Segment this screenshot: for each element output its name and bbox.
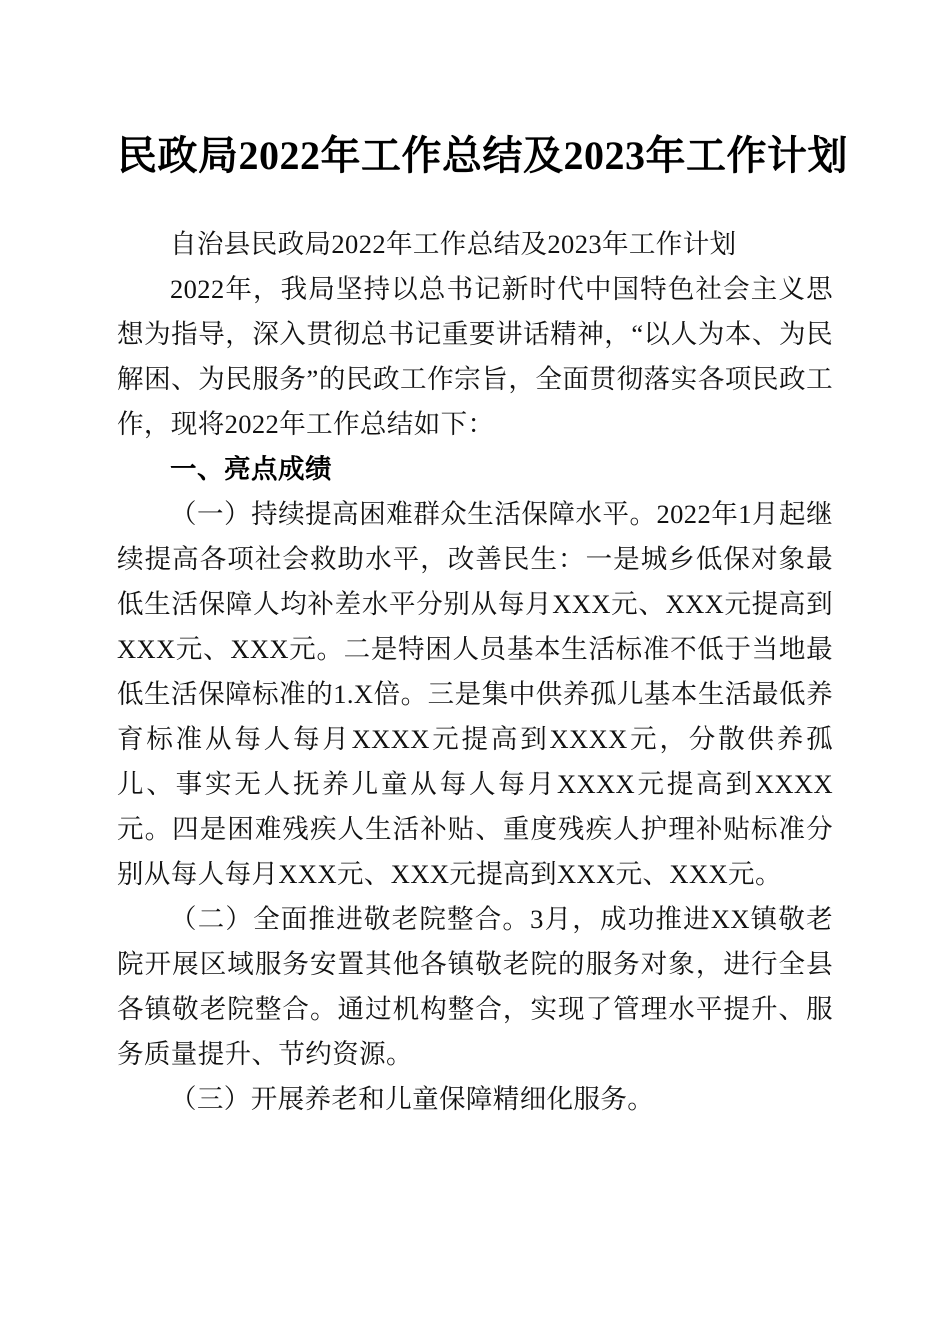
subsection-paragraph-2: （二）全面推进敬老院整合。3月，成功推进XX镇敬老院开展区域服务安置其他各镇敬老院的服务对象，进行全县各镇敬老院整合。通过机构整合，实现了管理水平提升、服务质量提升、节约资源。 bbox=[117, 904, 833, 1069]
intro-paragraph: 2022年，我局坚持以总书记新时代中国特色社会主义思想为指导，深入贯彻总书记重要讲话精神，“以人为本、为民解困、为民服务”的民政工作宗旨，全面贯彻落实各项民政工作，现将2022年工作总结如下： bbox=[117, 274, 833, 439]
subsection-paragraph-1: （一）持续提高困难群众生活保障水平。2022年1月起继续提高各项社会救助水平，改善民生：一是城乡低保对象最低生活保障人均补差水平分别从每月XXX元、XXX元提高到XXX元、XXX元。二是特困人员基本生活标准不低于当地最低生活保障标准的1.X倍。三是集中供养孤儿基本生活最低养育标准从每人每月XXXX元提高到XXXX元，分散供养孤儿、事实无人抚养儿童从每人每月XXXX元提高到XXXX元。四是困难残疾人生活补贴、重度残疾人护理补贴标准分别从每人每月XXX元、XXX元提高到XXX元、XXX元。 bbox=[117, 499, 833, 889]
subsection-paragraph-3: （三）开展养老和儿童保障精细化服务。 bbox=[170, 1084, 655, 1114]
document-body bbox=[117, 222, 833, 1122]
document-subtitle: 自治县民政局2022年工作总结及2023年工作计划 bbox=[170, 229, 737, 259]
section-heading-highlights: 一、亮点成绩 bbox=[170, 454, 332, 485]
document-title: 民政局2022年工作总结及2023年工作计划 bbox=[117, 133, 848, 178]
